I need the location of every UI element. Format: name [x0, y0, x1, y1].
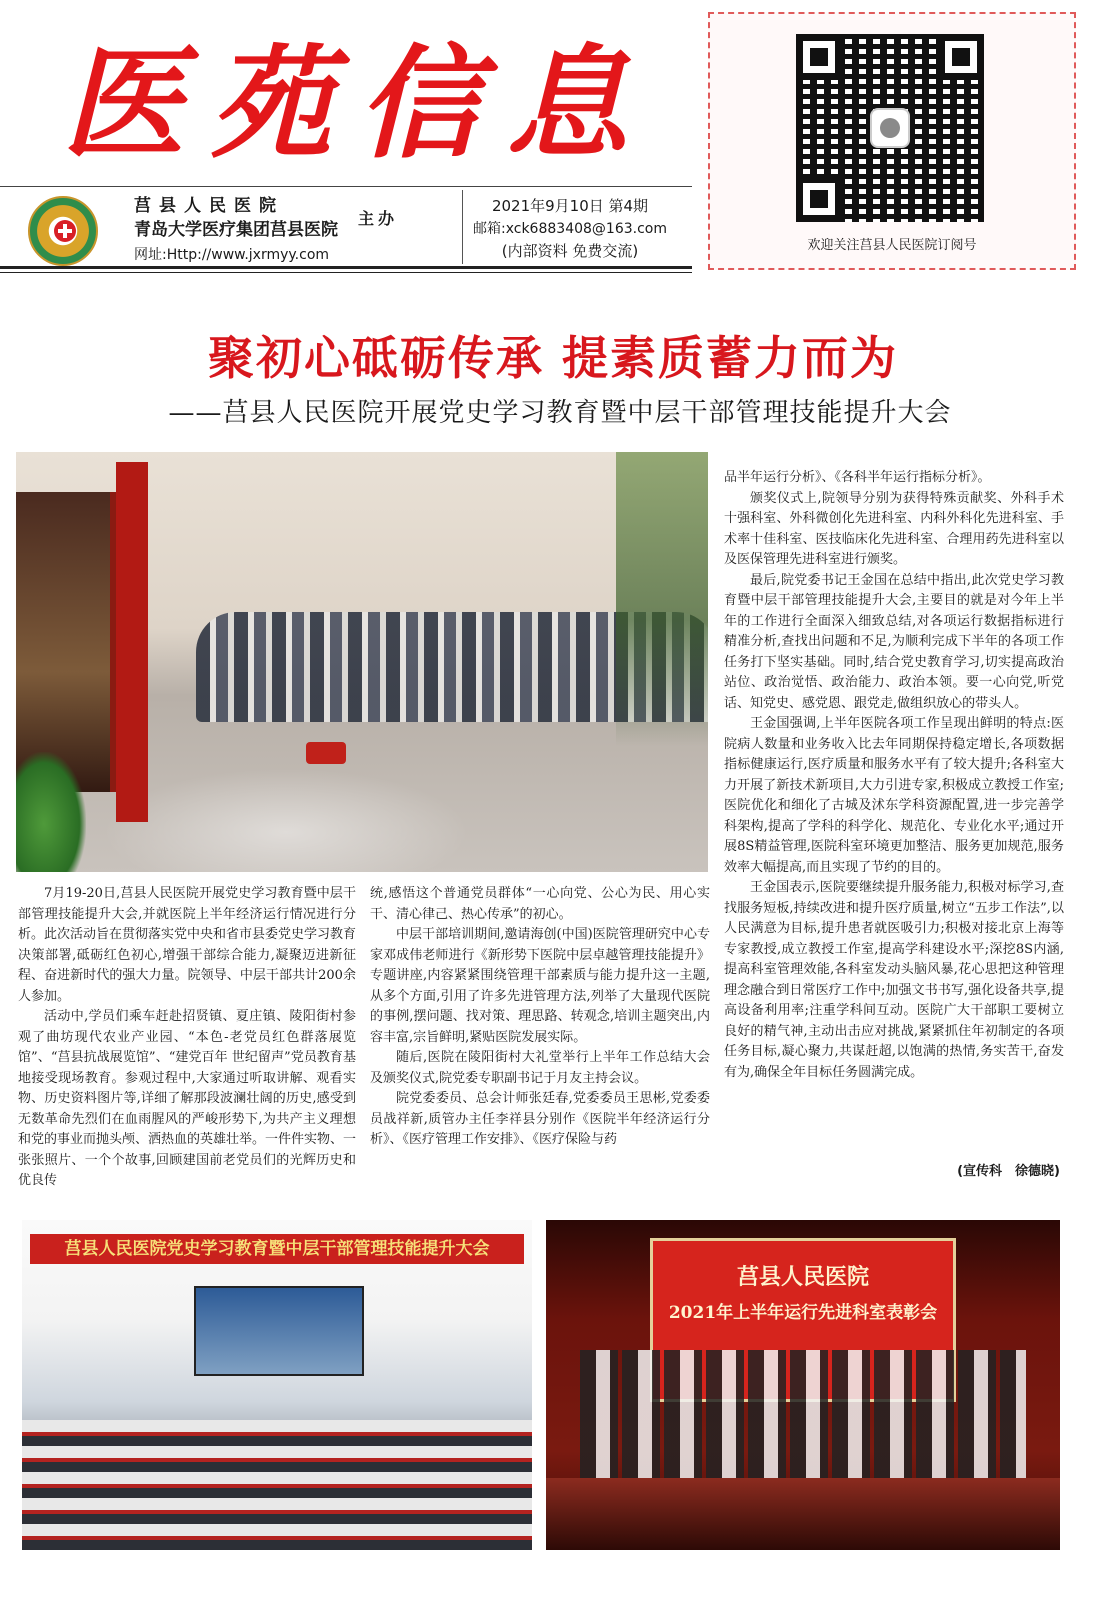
award-photo: [546, 1220, 1060, 1550]
paragraph: 品半年运行分析》、《各科半年运行指标分析》。: [724, 470, 991, 485]
sponsor-line-2: 青岛大学医疗集团莒县医院: [134, 220, 338, 240]
article-column-right: [724, 468, 1064, 1083]
paragraph: 统,感悟这个普通党员群体“一心向党、公心为民、用心实干、清心律己、热心传承”的初心。: [370, 886, 710, 922]
header-divider-top: [0, 186, 692, 187]
article-subheadline: ——莒县人民医院开展党史学习教育暨中层干部管理技能提升大会: [168, 398, 952, 428]
header-divider-thin: [0, 272, 692, 273]
article-column-middle: [370, 884, 710, 1151]
meeting-photo: [22, 1220, 532, 1550]
issue-note: (内部资料 免费交流): [501, 242, 639, 260]
paragraph: 院党委委员、总会计师张廷春,党委委员王思彬,党委委员战祥新,质管办主任李祥县分别作《医院半年经济运行分析》、《医疗管理工作安排》、《医疗保险与药: [370, 1091, 710, 1147]
masthead-title: 医苑信息: [62, 31, 654, 175]
header-divider-thick: [0, 266, 692, 269]
qr-panel: [708, 12, 1076, 270]
issue-email[interactable]: 邮箱:xck6883408@163.com: [473, 221, 667, 237]
hospital-logo-icon: [28, 196, 98, 266]
main-photo: [16, 452, 708, 872]
organizer-label: 主办: [358, 209, 399, 228]
header-vertical-divider: [462, 190, 463, 264]
article-column-left: [18, 884, 356, 1192]
paragraph: 随后,医院在陵阳街村大礼堂举行上半年工作总结大会及颁奖仪式,院党委专职副书记于月友主持会议。: [370, 1050, 710, 1086]
paragraph: 活动中,学员们乘车赶赴招贤镇、夏庄镇、陵阳街村参观了曲坊现代农业产业园、“本色-老党员红色群落展览馆”、“莒县抗战展览馆”、“建党百年 世纪留声”党员教育基地接受现场教育。参观过程中,大家通过听取讲解、观看实物、历史资料图片等,详细了解那段波澜壮阔的历史,感受到无数革命先烈们在血雨腥风的严峻形势下,为共产主义理想和党的事业而抛头颅、洒热血的英雄壮举。一件件实物、一张张照片、一个个故事,回顾建国前老党员们的光辉历史和优良传: [18, 1009, 357, 1188]
paragraph: 颁奖仪式上,院领导分别为获得特殊贡献奖、外科手术十强科室、外科微创化先进科室、内科外科化先进科室、手术率十佳科室、医技临床化先进科室、合理用药先进科室以及医保管理先进科室进行颁奖。: [724, 490, 1064, 567]
qr-code-icon[interactable]: [796, 34, 984, 222]
qr-caption: 欢迎关注莒县人民医院订阅号: [807, 238, 977, 253]
paragraph: 王金国强调,上半年医院各项工作呈现出鲜明的特点:医院病人数量和业务收入比去年同期保持稳定增长,各项数据指标健康运行,医疗质量和服务水平有了较大提升;各科室大力开展了新技术新项目,大力引进专家,积极成立教授工作室;医院优化和细化了古城及沭东学科资源配置,进一步完善学科架构,提高了学科的科学化、规范化、专业化水平;通过开展8S精益管理,医院科室环境更加整洁、服务更加规范,服务效率大幅提高,而且实现了节约的目的。: [724, 716, 1064, 875]
sponsor-line-1: 莒县人民医院: [134, 196, 284, 216]
article-headline: 聚初心砥砺传承 提素质蓄力而为: [207, 331, 898, 385]
qr-logo-icon: [870, 108, 910, 148]
issue-info: [470, 194, 670, 262]
meeting-banner: 莒县人民医院党史学习教育暨中层干部管理技能提升大会: [30, 1234, 524, 1264]
paragraph: 中层干部培训期间,邀请海创(中国)医院管理研究中心专家邓成伟老师进行《新形势下医院中层卓越管理技能提升》专题讲座,内容紧紧围绕管理干部素质与能力提升这一主题,从多个方面,引用了许多先进管理方法,列举了大量现代医院的事例,摆问题、找对策、理思路、转观念,培训主题突出,内容丰富,宗旨鲜明,紧贴医院发展实际。: [370, 927, 710, 1045]
paragraph: 王金国表示,医院要继续提升服务能力,积极对标学习,查找服务短板,持续改进和提升医疗质量,树立“五步工作法”,以人民满意为目标,提升患者就医吸引力;积极对接北京上海等专家教授,成立教授工作室,提高学科建设水平;深挖8S内涵,提高科室管理效能,各科室发动头脑风暴,花心思把这种管理理念融合到日常医疗工作中;加强文书书写,强化设备共享,提高设备利用率;注重学科间互动。医院广大干部职工要树立良好的精气神,主动出击应对挑战,紧紧抓住年初制定的各项任务目标,凝心聚力,共谋赶超,以饱满的热情,务实苦干,奋发有为,确保全年目标任务圆满完成。: [724, 880, 1064, 1080]
paragraph: 最后,院党委书记王金国在总结中指出,此次党史学习教育暨中层干部管理技能提升大会,主要目的就是对今年上半年的工作进行全面深入细致总结,对各项运行数据指标进行精准分析,查找出问题和不足,为顺利完成下半年的各项工作任务打下坚实基础。同时,结合党史教育学习,切实提高政治站位、政治觉悟、政治能力、政治本领。要一心向党,听党话、知党史、感党恩、跟党走,做组织放心的带头人。: [724, 572, 1064, 711]
article-byline: (宣传科 徐德晓): [957, 1164, 1060, 1179]
award-screen-title: 莒县人民医院: [736, 1264, 869, 1290]
award-screen-subtitle: 2021年上半年运行先进科室表彰会: [668, 1303, 938, 1323]
website-link[interactable]: 网址:Http://www.jxrmyy.com: [134, 247, 330, 263]
issue-date: 2021年9月10日 第4期: [491, 197, 649, 215]
sponsor-block: [134, 194, 338, 266]
paragraph: 7月19-20日,莒县人民医院开展党史学习教育暨中层干部管理技能提升大会,并就医院上半年经济运行情况进行分析。此次活动旨在贯彻落实党中央和省市县委党史学习教育决策部署,砥砺红色初心,增强干部综合能力,凝聚迈进新征程、奋进新时代的强大力量。院领导、中层干部共计200余人参加。: [18, 886, 357, 1004]
